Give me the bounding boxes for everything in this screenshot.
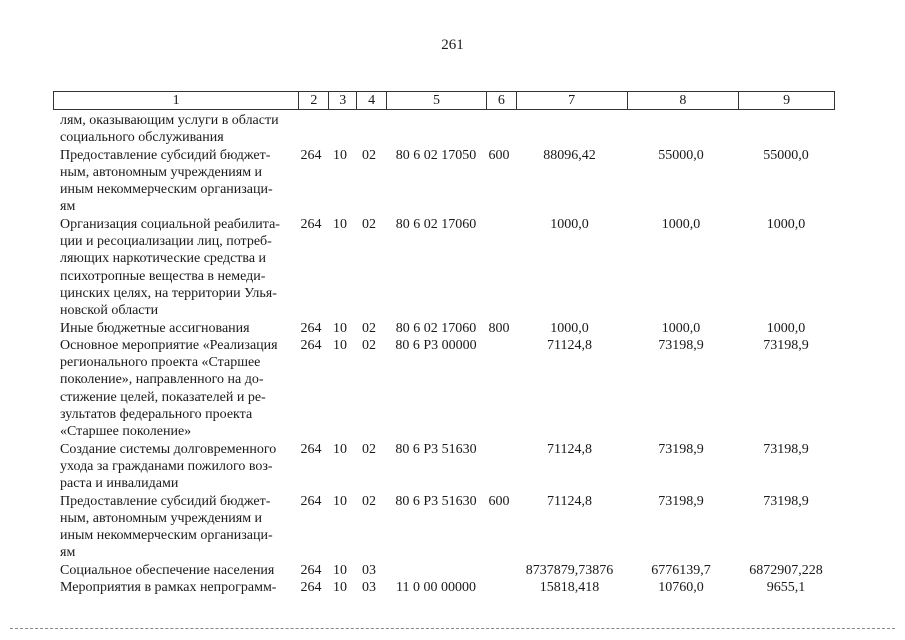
- cell-ministry: 264: [300, 337, 322, 353]
- cell-ministry: 264: [300, 562, 322, 578]
- description-line: лям, оказывающим услуги в области: [60, 113, 279, 128]
- header-col-1: 1: [54, 92, 299, 109]
- header-col-2: 2: [299, 92, 329, 109]
- cell-amount-2: 10760,0: [658, 580, 704, 596]
- cell-amount-3: 6872907,228: [749, 562, 823, 578]
- row-description: [53, 579, 296, 596]
- cell-amount-1: 8737879,73876: [525, 562, 614, 578]
- row-description: [53, 441, 296, 493]
- description-line: иным некоммерческим организаци-: [60, 528, 273, 544]
- cell-ministry: 264: [300, 320, 322, 336]
- description-line: иным некоммерческим организаци-: [60, 182, 273, 198]
- cell-amount-2: 73198,9: [658, 493, 704, 509]
- table-row: [53, 562, 835, 579]
- cell-amount-3: 73198,9: [763, 441, 809, 457]
- cell-expense-type: 800: [488, 320, 510, 336]
- header-col-6: 6: [487, 92, 517, 109]
- cell-section: 10: [333, 147, 347, 163]
- cell-subsection: 02: [362, 147, 376, 163]
- description-line: цинских целях, на территории Улья-: [60, 285, 277, 301]
- cell-expense-type: 600: [488, 493, 510, 509]
- cell-ministry: 264: [300, 580, 322, 596]
- cell-amount-3: 1000,0: [766, 216, 806, 232]
- table-row: [53, 216, 835, 320]
- description-line: «Старшее поколение»: [60, 424, 192, 440]
- row-description: [53, 216, 296, 320]
- description-line: психотропные вещества в немеди-: [60, 268, 266, 284]
- cell-subsection: 03: [362, 562, 376, 578]
- cell-target-item: 80 6 02 17060: [395, 216, 477, 232]
- cell-subsection: 02: [362, 320, 376, 336]
- description-line: ям: [60, 199, 76, 215]
- description-line: Мероприятия в рамках непрограмм-: [60, 580, 277, 596]
- header-col-8: 8: [628, 92, 740, 109]
- cell-target-item: 80 6 02 17060: [395, 320, 477, 336]
- description-line: Организация социальной реабилита-: [60, 216, 280, 232]
- description-line: ляющих наркотические средства и: [60, 251, 267, 267]
- header-col-5: 5: [387, 92, 487, 109]
- header-col-4: 4: [357, 92, 387, 109]
- cell-ministry: 264: [300, 216, 322, 232]
- description-line: ям: [60, 545, 76, 561]
- cell-amount-3: 55000,0: [763, 147, 809, 163]
- cell-expense-type: 600: [488, 147, 510, 163]
- cell-amount-1: 71124,8: [547, 441, 592, 457]
- cell-amount-2: 1000,0: [661, 320, 701, 336]
- cell-section: 10: [333, 441, 347, 457]
- description-line: ухода за гражданами пожилого воз-: [60, 458, 273, 474]
- description-line: зультатов федерального проекта: [60, 407, 253, 423]
- table-header: [53, 91, 835, 110]
- row-description: [53, 320, 296, 337]
- description-line: Основное мероприятие «Реализация: [60, 337, 278, 353]
- cell-subsection: 02: [362, 216, 376, 232]
- cell-amount-2: 73198,9: [658, 337, 704, 353]
- cell-subsection: 02: [362, 337, 376, 353]
- description-line: поколение», направленного на до-: [60, 372, 264, 388]
- table-row: [53, 147, 835, 216]
- cell-target-item: 80 6 P3 00000: [395, 337, 477, 353]
- cell-target-item: 80 6 02 17050: [395, 147, 477, 163]
- header-col-3: 3: [329, 92, 357, 109]
- cell-amount-1: 1000,0: [550, 320, 589, 336]
- cell-ministry: 264: [300, 147, 322, 163]
- description-line: Создание системы долговременного: [60, 441, 277, 457]
- cell-amount-3: 73198,9: [763, 337, 809, 353]
- row-description: [53, 337, 296, 441]
- page-bottom-divider: [10, 628, 895, 629]
- cell-amount-2: 1000,0: [661, 216, 701, 232]
- cell-subsection: 02: [362, 493, 376, 509]
- header-col-7: 7: [517, 92, 628, 109]
- cell-target-item: 80 6 P3 51630: [395, 493, 477, 509]
- description-line: раста и инвалидами: [60, 476, 179, 492]
- table-row: [53, 493, 835, 562]
- description-line: новской области: [60, 303, 159, 319]
- cell-amount-3: 1000,0: [766, 320, 806, 336]
- cell-amount-2: 6776139,7: [651, 562, 711, 578]
- cell-target-item: 80 6 P3 51630: [395, 441, 477, 457]
- cell-section: 10: [333, 337, 347, 353]
- description-line: Иные бюджетные ассигнования: [60, 320, 250, 336]
- budget-table-body: [53, 112, 835, 596]
- description-line: стижение целей, показателей и ре-: [60, 389, 266, 405]
- row-description: [53, 147, 296, 216]
- cell-amount-2: 55000,0: [658, 147, 704, 163]
- description-line: Предоставление субсидий бюджет-: [60, 147, 271, 163]
- cell-subsection: 02: [362, 441, 376, 457]
- description-line: регионального проекта «Старшее: [60, 355, 261, 371]
- cell-amount-3: 9655,1: [766, 580, 806, 596]
- row-description: [53, 493, 296, 562]
- cell-amount-3: 73198,9: [763, 493, 809, 509]
- page-number: 261: [441, 37, 464, 53]
- cell-amount-2: 73198,9: [658, 441, 704, 457]
- table-row: [53, 112, 835, 147]
- description-line: Социальное обеспечение населения: [60, 562, 275, 578]
- row-description: [53, 112, 296, 147]
- description-line: ным, автономным учреждениям и: [60, 164, 263, 180]
- cell-ministry: 264: [300, 493, 322, 509]
- description-line: социального обслуживания: [60, 130, 224, 146]
- cell-section: 10: [333, 320, 347, 336]
- cell-amount-1: 15818,418: [539, 580, 600, 596]
- cell-section: 10: [333, 216, 347, 232]
- cell-target-item: 11 0 00 00000: [396, 580, 476, 596]
- row-description: [53, 562, 296, 579]
- cell-amount-1: 88096,42: [543, 147, 596, 163]
- cell-amount-1: 71124,8: [547, 337, 592, 353]
- description-line: ным, автономным учреждениям и: [60, 510, 263, 526]
- cell-section: 10: [333, 493, 347, 509]
- cell-amount-1: 71124,8: [547, 493, 592, 509]
- cell-section: 10: [333, 580, 347, 596]
- table-row: [53, 441, 835, 493]
- table-row: [53, 337, 835, 441]
- header-col-9: 9: [783, 93, 791, 108]
- cell-section: 10: [333, 562, 347, 578]
- table-row: [53, 320, 835, 337]
- cell-amount-1: 1000,0: [550, 216, 589, 232]
- description-line: ции и ресоциализации лиц, потреб-: [60, 234, 272, 250]
- table-row: [53, 579, 835, 596]
- description-line: Предоставление субсидий бюджет-: [60, 493, 271, 509]
- cell-ministry: 264: [300, 441, 322, 457]
- cell-subsection: 03: [362, 580, 376, 596]
